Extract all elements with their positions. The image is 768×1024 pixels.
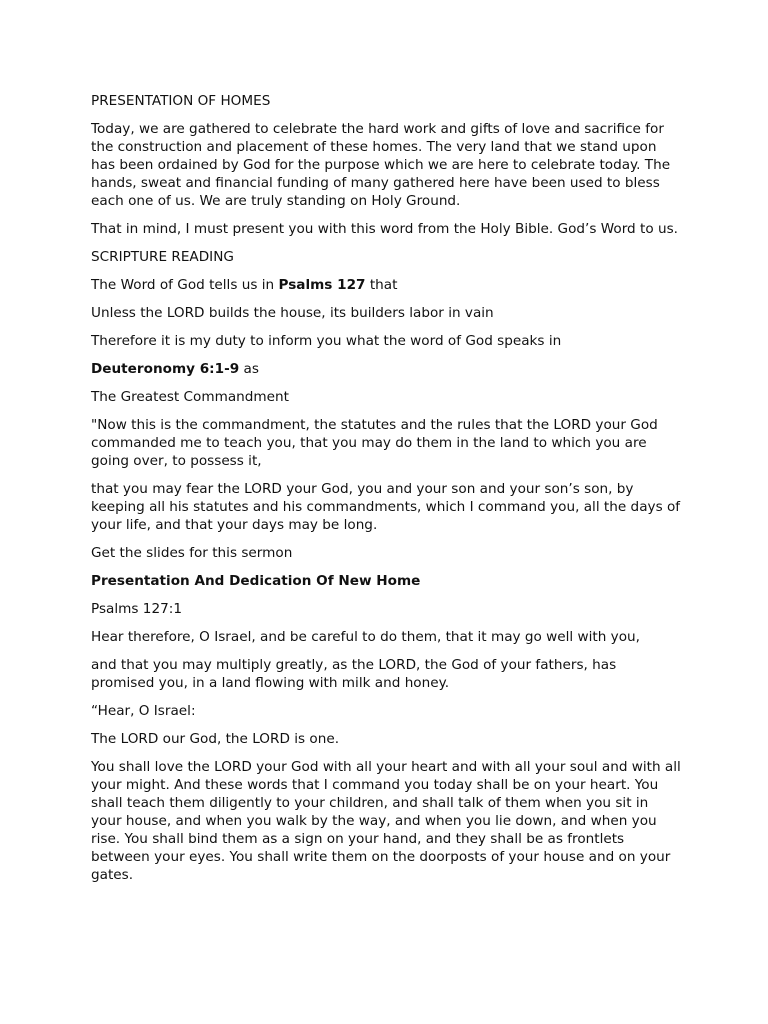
duty-paragraph: Therefore it is my duty to inform you what the word of God speaks in [91, 333, 562, 349]
word-tells-paragraph [91, 276, 681, 294]
psalm-reference-paragraph: Psalms 127:1 [91, 601, 182, 617]
commandment-paragraph: "Now this is the commandment, the statutes and the rules that the LORD your God commanded me to teach you, that you may do them in the land to which you are going over, to possess it, [91, 417, 658, 469]
unless-lord-paragraph: Unless the LORD builds the house, its builders labor in vain [91, 305, 494, 321]
deuteronomy-reference: Deuteronomy 6:1-9 [91, 361, 240, 377]
word-tells-suffix: that [365, 277, 398, 293]
dedication-title: Presentation And Dedication Of New Home [91, 573, 421, 589]
hear-therefore-paragraph: Hear therefore, O Israel, and be careful to do them, that it may go well with you, [91, 629, 640, 645]
document-heading: PRESENTATION OF HOMES [91, 93, 271, 109]
slides-paragraph: Get the slides for this sermon [91, 545, 293, 561]
love-lord-paragraph: You shall love the LORD your God with all your heart and with all your soul and with all your might. And these words that I command you today shall be on your heart. You shall teach them diligently to your children, and shall talk of them when you sit in your house, and when you walk by the way, and when you lie down, and when you rise. You shall bind them as a sign on your hand, and they shall be as frontlets between your eyes. You shall write them on the doorposts of your house and on your gates. [91, 759, 681, 883]
deuteronomy-suffix: as [239, 361, 259, 377]
word-tells-prefix: The Word of God tells us in [91, 277, 279, 293]
deuteronomy-paragraph [91, 360, 681, 378]
hear-israel-paragraph: “Hear, O Israel: [91, 703, 196, 719]
lord-one-paragraph: The LORD our God, the LORD is one. [91, 731, 340, 747]
document-body [91, 92, 681, 894]
fear-lord-paragraph: that you may fear the LORD your God, you and your son and your son’s son, by keeping all his statutes and his commandments, which I command you, all the days of your life, and that your days may be long. [91, 481, 681, 533]
greatest-commandment-paragraph: The Greatest Commandment [91, 389, 289, 405]
scripture-heading: SCRIPTURE READING [91, 249, 234, 265]
present-word-paragraph: That in mind, I must present you with this word from the Holy Bible. God’s Word to us. [91, 221, 678, 237]
multiply-paragraph: and that you may multiply greatly, as the LORD, the God of your fathers, has promised you, in a land flowing with milk and honey. [91, 657, 617, 691]
intro-paragraph: Today, we are gathered to celebrate the hard work and gifts of love and sacrifice for the construction and placement of these homes. The very land that we stand upon has been ordained by God for the purpose which we are here to celebrate today. The hands, sweat and financial funding of many gathered here have been used to bless each one of us. We are truly standing on Holy Ground. [91, 121, 671, 209]
psalms-reference: Psalms 127 [278, 277, 366, 293]
